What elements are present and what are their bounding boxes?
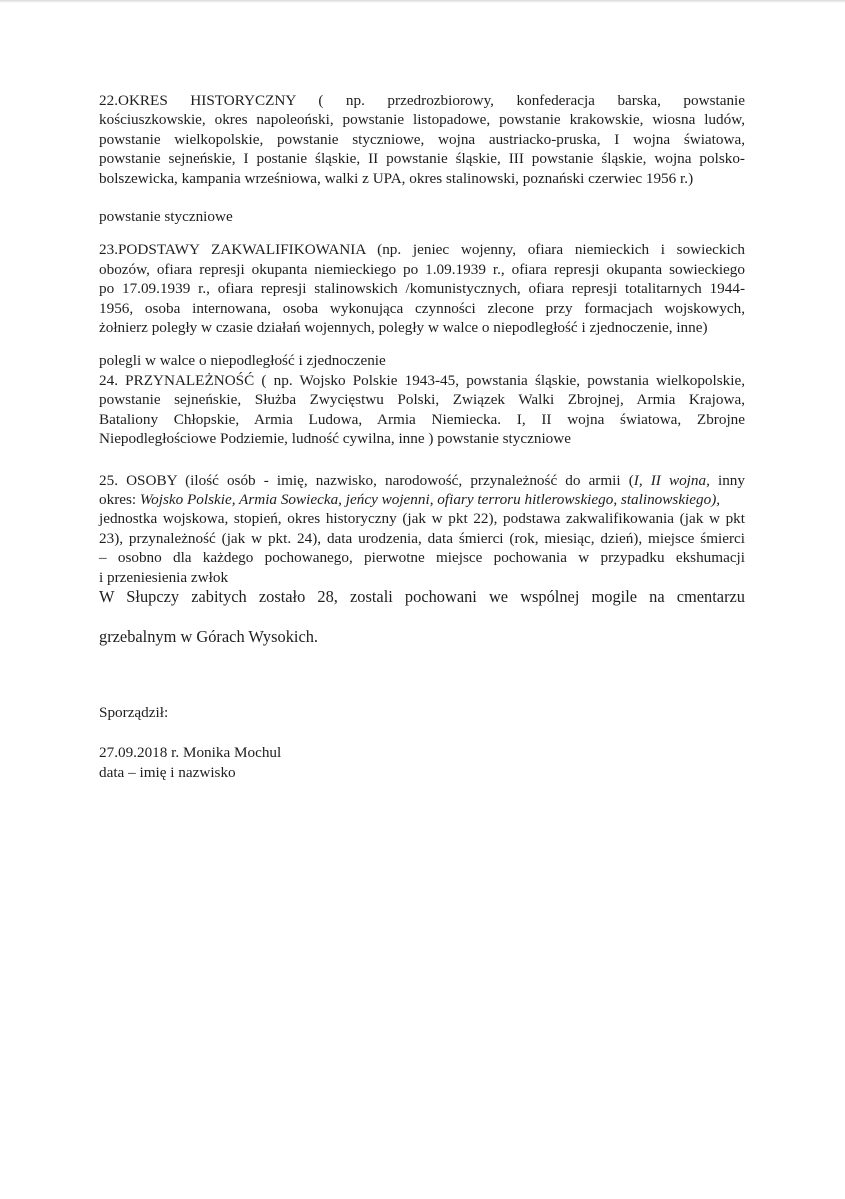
section-25-line — [99, 490, 745, 509]
section-22-question — [99, 91, 745, 188]
section-23-question — [99, 240, 745, 337]
section-23-answer: polegli w walce o niepodległość i zjednoczenie — [99, 352, 386, 370]
document-body — [99, 91, 745, 782]
section-25-line: – osobno dla każdego pochowanego, pierwotne miejsce pochowania w przypadku ekshumacji — [99, 549, 745, 567]
section-24-line: powstanie sejneńskie, Służba Zwycięstwu Polski, Związek Walki Zbrojnej, Armia Krajowa, — [99, 391, 745, 409]
section-24-question — [99, 371, 745, 449]
section-23-line: obozów, ofiara represji okupanta niemieckiego po 1.09.1939 r., ofiara represji okupanta sowieckiego — [99, 260, 745, 278]
scan-top-edge — [0, 0, 845, 3]
section-25-line1-text: 25. OSOBY (ilość osób - imię, nazwisko, narodowość, przynależność do armii ( — [99, 471, 634, 489]
signature-date-name: 27.09.2018 r. Monika Mochul — [99, 744, 282, 762]
section-25-line1-end: inny — [709, 471, 745, 489]
section-22-answer: powstanie styczniowe — [99, 208, 233, 226]
section-24-line: Bataliony Chłopskie, Armia Ludowa, Armia Niemiecka. I, II wojna światowa, Zbrojne — [99, 410, 745, 428]
signature-caption: data – imię i nazwisko — [99, 763, 236, 781]
section-23-line: 1956, osoba internowana, osoba wykonująca czynności zlecone przy formacjach wojskowych, — [99, 299, 745, 317]
section-25-line2-italic: Wojsko Polskie, Armia Sowiecka, jeńcy wojenni, ofiary terroru hitlerowskiego, stalinowskiego), — [139, 490, 721, 508]
section-25-answer — [99, 587, 745, 647]
section-22-line: 22.OKRES HISTORYCZNY ( np. przedrozbiorowy, konfederacja barska, powstanie — [99, 92, 745, 109]
section-25-line: jednostka wojskowa, stopień, okres historyczny (jak w pkt 22), podstawa zakwalifikowania (jak w pkt — [99, 510, 745, 528]
section-23-line: żołnierz poległy w czasie działań wojennych, poległy w walce o niepodległość i zjednoczenie, inne) — [99, 319, 708, 337]
section-25-question — [99, 471, 745, 587]
signature-label: Sporządził: — [99, 703, 169, 721]
section-24-line: Niepodległościowe Podziemie, ludność cywilna, inne ) powstanie styczniowe — [99, 430, 571, 448]
section-25-line — [99, 471, 745, 490]
section-22-line: powstanie sejneńskie, I postanie śląskie, II powstanie śląskie, III powstanie śląskie, wojna polsko- — [99, 150, 745, 168]
section-23-line: po 17.09.1939 r., ofiara represji stalinowskich /komunistycznych, ofiara represji totalitarnych 1944- — [99, 280, 745, 298]
section-25-line1-italic: I, II wojna, — [633, 471, 710, 489]
section-22-line: kościuszkowskie, okres napoleoński, powstanie listopadowe, powstanie krakowskie, wiosna ludów, — [99, 111, 745, 129]
section-25-answer-line: grzebalnym w Górach Wysokich. — [99, 626, 319, 646]
section-23-line: 23.PODSTAWY ZAKWALIFIKOWANIA (np. jeniec wojenny, ofiara niemieckich i sowieckich — [99, 241, 745, 259]
section-25-line: i przeniesienia zwłok — [99, 568, 229, 586]
section-25-answer-line: W Słupczy zabitych zostało 28, zostali pochowani we wspólnej mogile na cmentarzu — [99, 586, 745, 606]
section-22-line: bolszewicka, kampania wrześniowa, walki z UPA, okres stalinowski, poznański czerwiec 1956 r.) — [99, 169, 694, 187]
section-24-line: 24. PRZYNALEŻNOŚĆ ( np. Wojsko Polskie 1943-45, powstania śląskie, powstania wielkopolskie, — [99, 371, 745, 389]
section-25-line: 23), przynależność (jak w pkt. 24), data urodzenia, data śmierci (rok, miesiąc, dzień), miejsce śmierci — [99, 529, 745, 547]
section-25-line2-start: okres: — [99, 490, 140, 508]
section-22-line: powstanie wielkopolskie, powstanie styczniowe, wojna austriacko-pruska, I wojna światowa, — [99, 130, 745, 148]
